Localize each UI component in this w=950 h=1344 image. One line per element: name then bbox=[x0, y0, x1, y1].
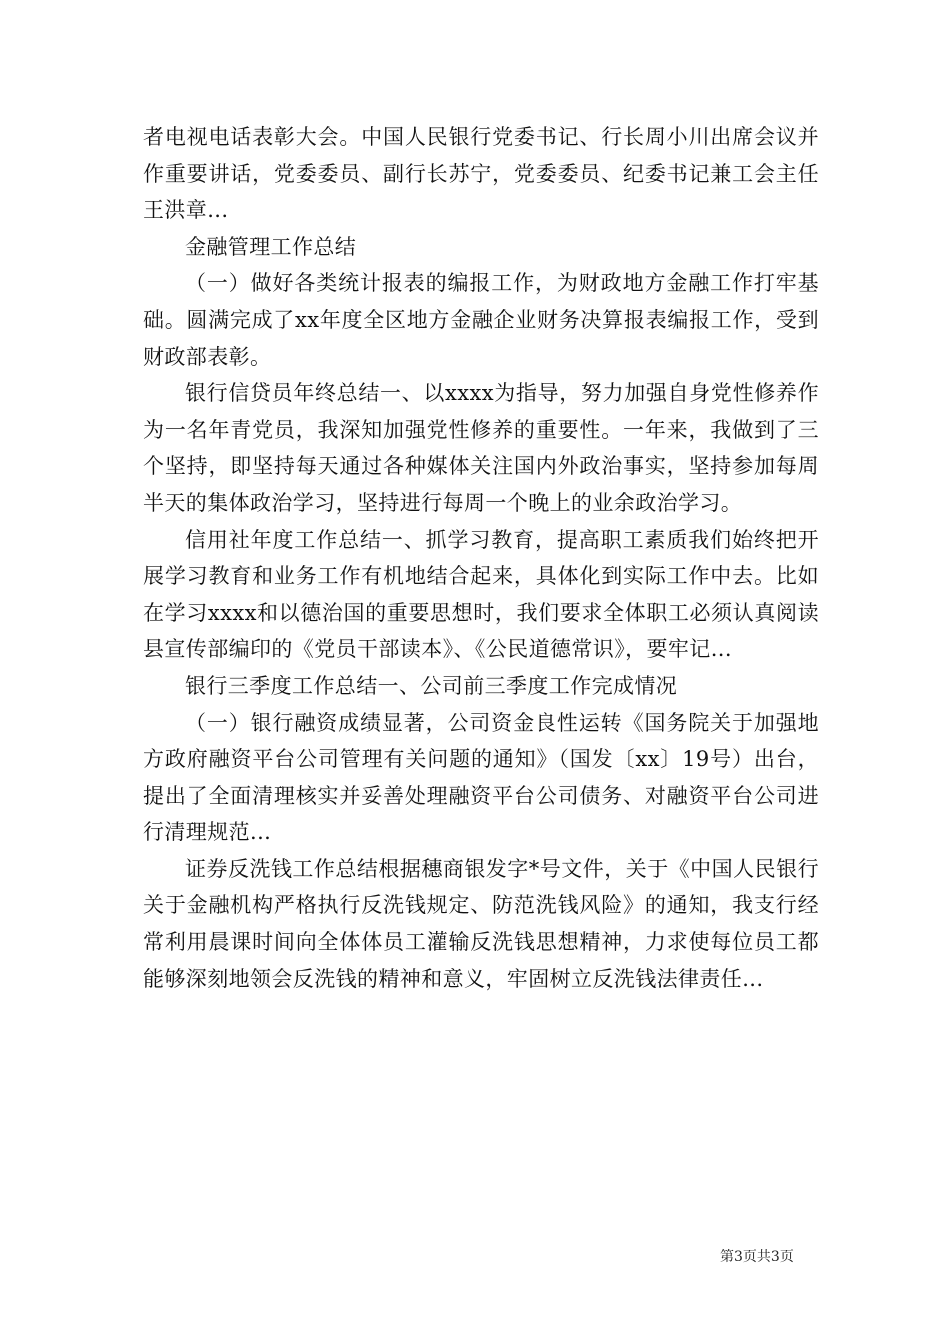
section-heading-finance-management: 金融管理工作总结 bbox=[185, 234, 357, 259]
paragraph-credit-union: 信用社年度工作总结一、抓学习教育，提高职工素质我们始终把开展学习教育和业务工作有机地结合起来，具体化到实际工作中去。比如在学习xxxx和以德治国的重要思想时，我们要求全体职工必须认真阅读县宣传部编印的《党员干部读本》、《公民道德常识》，要牢记... bbox=[143, 527, 819, 662]
document-body bbox=[143, 119, 819, 997]
paragraph-bank-loan-officer: 银行信贷员年终总结一、以xxxx为指导，努力加强自身党性修养作为一名年青党员，我深知加强党性修养的重要性。一年来，我做到了三个坚持，即坚持每天通过各种媒体关注国内外政治事实，坚持参加每周半天的集体政治学习，坚持进行每周一个晚上的业余政治学习。 bbox=[143, 381, 819, 515]
paragraph-continuation: 者电视电话表彰大会。中国人民银行党委书记、行长周小川出席会议并作重要讲话，党委委员、副行长苏宁，党委委员、纪委书记兼工会主任王洪章... bbox=[143, 125, 819, 223]
paragraph-statistics-reports: （一）做好各类统计报表的编报工作，为财政地方金融工作打牢基础。圆满完成了xx年度全区地方金融企业财务决算报表编报工作，受到财政部表彰。 bbox=[143, 271, 819, 369]
paragraph-bank-financing: （一）银行融资成绩显著，公司资金良性运转《国务院关于加强地方政府融资平台公司管理有关问题的通知》（国发〔xx〕19号）出台，提出了全面清理核实并妥善处理融资平台公司债务、对融资平台公司进行清理规范... bbox=[143, 710, 819, 845]
paragraph-anti-money-laundering: 证券反洗钱工作总结根据穗商银发字*号文件，关于《中国人民银行关于金融机构严格执行反洗钱规定、防范洗钱风险》的通知，我支行经常利用晨课时间向全体体员工灌输反洗钱思想精神，力求使每位员工都能够深刻地领会反洗钱的精神和意义，牢固树立反洗钱法律责任... bbox=[143, 856, 819, 991]
page-number-footer: 第3页共3页 bbox=[720, 1249, 794, 1265]
section-heading-third-quarter: 银行三季度工作总结一、公司前三季度工作完成情况 bbox=[185, 673, 678, 698]
